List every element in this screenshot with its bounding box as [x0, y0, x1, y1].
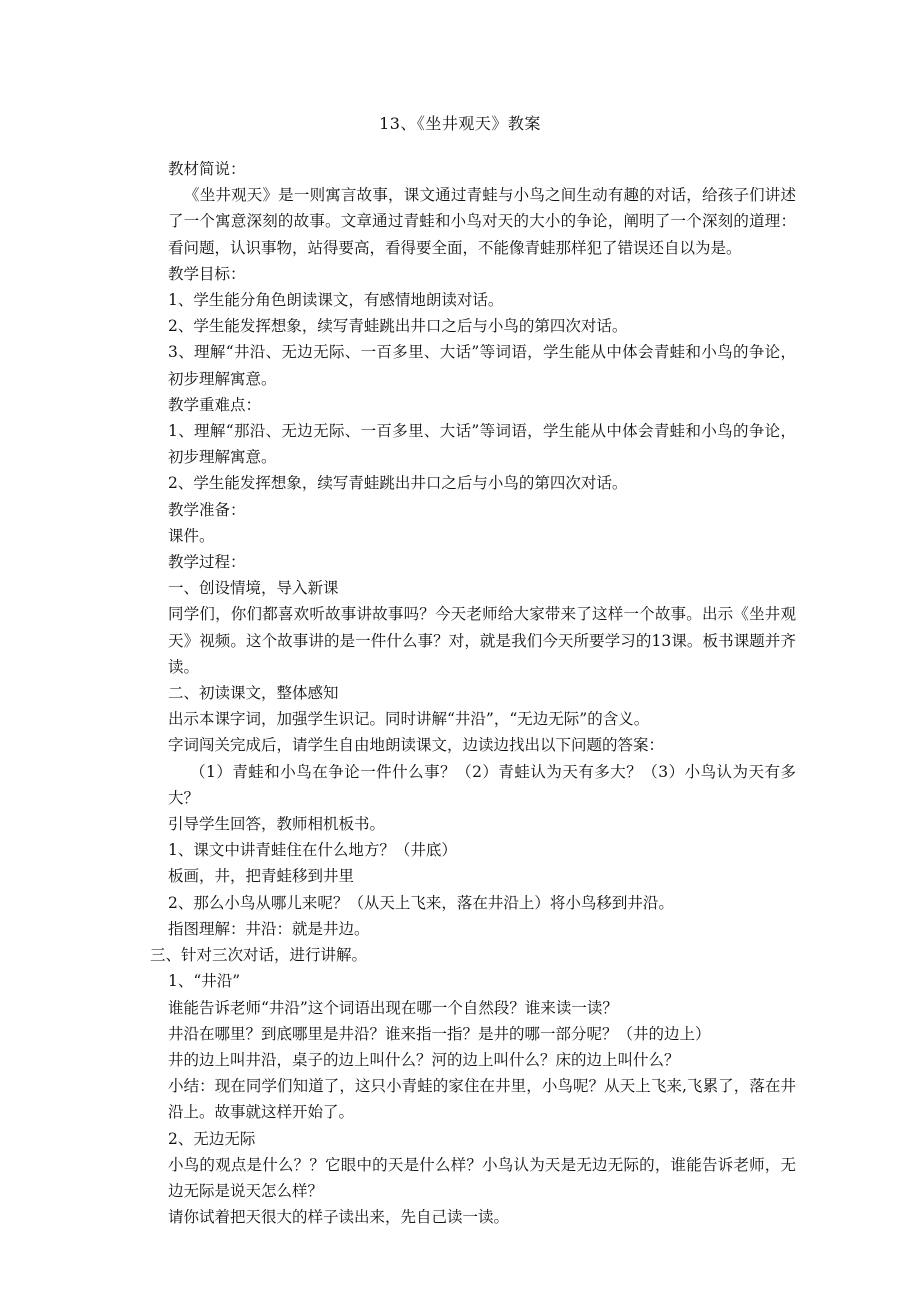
section-heading-textbook-overview: 教材简说： — [168, 160, 246, 178]
list-item-boundless: 2、无边无际 — [168, 1129, 256, 1148]
paragraph-summary: 小结：现在同学们知道了，这只小青蛙的家住在井里，小鸟呢？从天上飞来,飞累了，落在井沿上。故事就这样开始了。 — [168, 1077, 796, 1122]
page-title: 13、《坐井观天》教案 — [379, 114, 541, 133]
list-item-key-point-2: 2、学生能发挥想象，续写青蛙跳出井口之后与小鸟的第四次对话。 — [168, 474, 628, 493]
list-item-goal-3: 3、理解“井沿、无边无际、一百多里、大话”等词语，学生能从中体会青蛙和小鸟的争论，初步理解寓意。 — [168, 343, 796, 388]
list-item-goal-2: 2、学生能发挥想象，续写青蛙跳出井口之后与小鸟的第四次对话。 — [168, 317, 628, 336]
paragraph-textbook-overview: 《坐井观天》是一则寓言故事，课文通过青蛙与小鸟之间生动有趣的对话，给孩子们讲述了一个寓意深刻的故事。文章通过青蛙和小鸟对天的大小的争论，阐明了一个深刻的道理：看问题，认识事物，站得要高，看得要全面，不能像青蛙那样犯了错误还自以为是。 — [168, 186, 796, 257]
paragraph-guide-answer: 引导学生回答，教师相机板书。 — [168, 815, 386, 834]
paragraph-board-drawing: 板画，井，把青蛙移到井里 — [168, 867, 355, 886]
paragraph-bird-view: 小鸟的观点是什么？？它眼中的天是什么样？小鸟认为天是无边无际的，谁能告诉老师，无边无际是说天怎么样？ — [168, 1155, 796, 1200]
list-item-goal-1: 1、学生能分角色朗读课文，有感情地朗读对话。 — [168, 291, 504, 310]
section-heading-teaching-process: 教学过程： — [168, 553, 246, 572]
paragraph-reading-task: 字词闯关完成后，请学生自由地朗读课文，边读边找出以下问题的答案： — [168, 736, 665, 755]
paragraph-step-1: 同学们，你们都喜欢听故事讲故事吗？今天老师给大家带来了这样一个故事。出示《坐井观天》视频。这个故事讲的是一件什么事？对，就是我们今天所要学习的13课。板书课题并齐读。 — [168, 605, 796, 676]
paragraph-well-edge-where: 井沿在哪里？到底哪里是井沿？谁来指一指？是井的哪一部分呢？（井的边上） — [168, 1024, 711, 1043]
list-item-key-point-1: 1、理解“那沿、无边无际、一百多里、大话”等词语，学生能从中体会青蛙和小鸟的争论，初步理解寓意。 — [168, 422, 796, 467]
subheading-step-1: 一、创设情境，导入新课 — [168, 579, 339, 598]
section-heading-teaching-goals: 教学目标： — [168, 264, 246, 283]
document-body — [150, 156, 796, 1230]
subheading-step-3: 三、针对三次对话，进行讲解。 — [150, 946, 368, 965]
paragraph-questions: （1）青蛙和小鸟在争论一件什么事？（2）青蛙认为天有多大？（3）小鸟认为天有多大？ — [168, 762, 796, 807]
section-heading-preparation: 教学准备： — [168, 500, 246, 519]
list-item-question-bird: 2、那么小鸟从哪儿来呢？（从天上飞来，落在井沿上）将小鸟移到井沿。 — [168, 893, 674, 912]
paragraph-read-aloud: 请你试着把天很大的样子读出来，先自己读一读。 — [168, 1208, 510, 1227]
paragraph-well-edge-question: 谁能告诉老师“井沿”这个词语出现在哪一个自然段？谁来读一读？ — [168, 998, 618, 1017]
section-heading-key-points: 教学重难点： — [168, 395, 262, 414]
list-item-well-edge: 1、“井沿” — [168, 972, 241, 991]
paragraph-picture-explain: 指图理解：井沿：就是井边。 — [168, 919, 370, 938]
list-item-question-frog: 1、课文中讲青蛙住在什么地方？（井底） — [168, 841, 457, 860]
subheading-step-2: 二、初读课文，整体感知 — [168, 684, 339, 703]
paragraph-vocab-intro: 出示本课字词，加强学生识记。同时讲解“井沿”，“无边无际”的含义。 — [168, 710, 650, 729]
paragraph-edge-examples: 井的边上叫井沿，桌子的边上叫什么？河的边上叫什么？床的边上叫什么？ — [168, 1050, 680, 1069]
paragraph-preparation: 课件。 — [168, 526, 215, 545]
